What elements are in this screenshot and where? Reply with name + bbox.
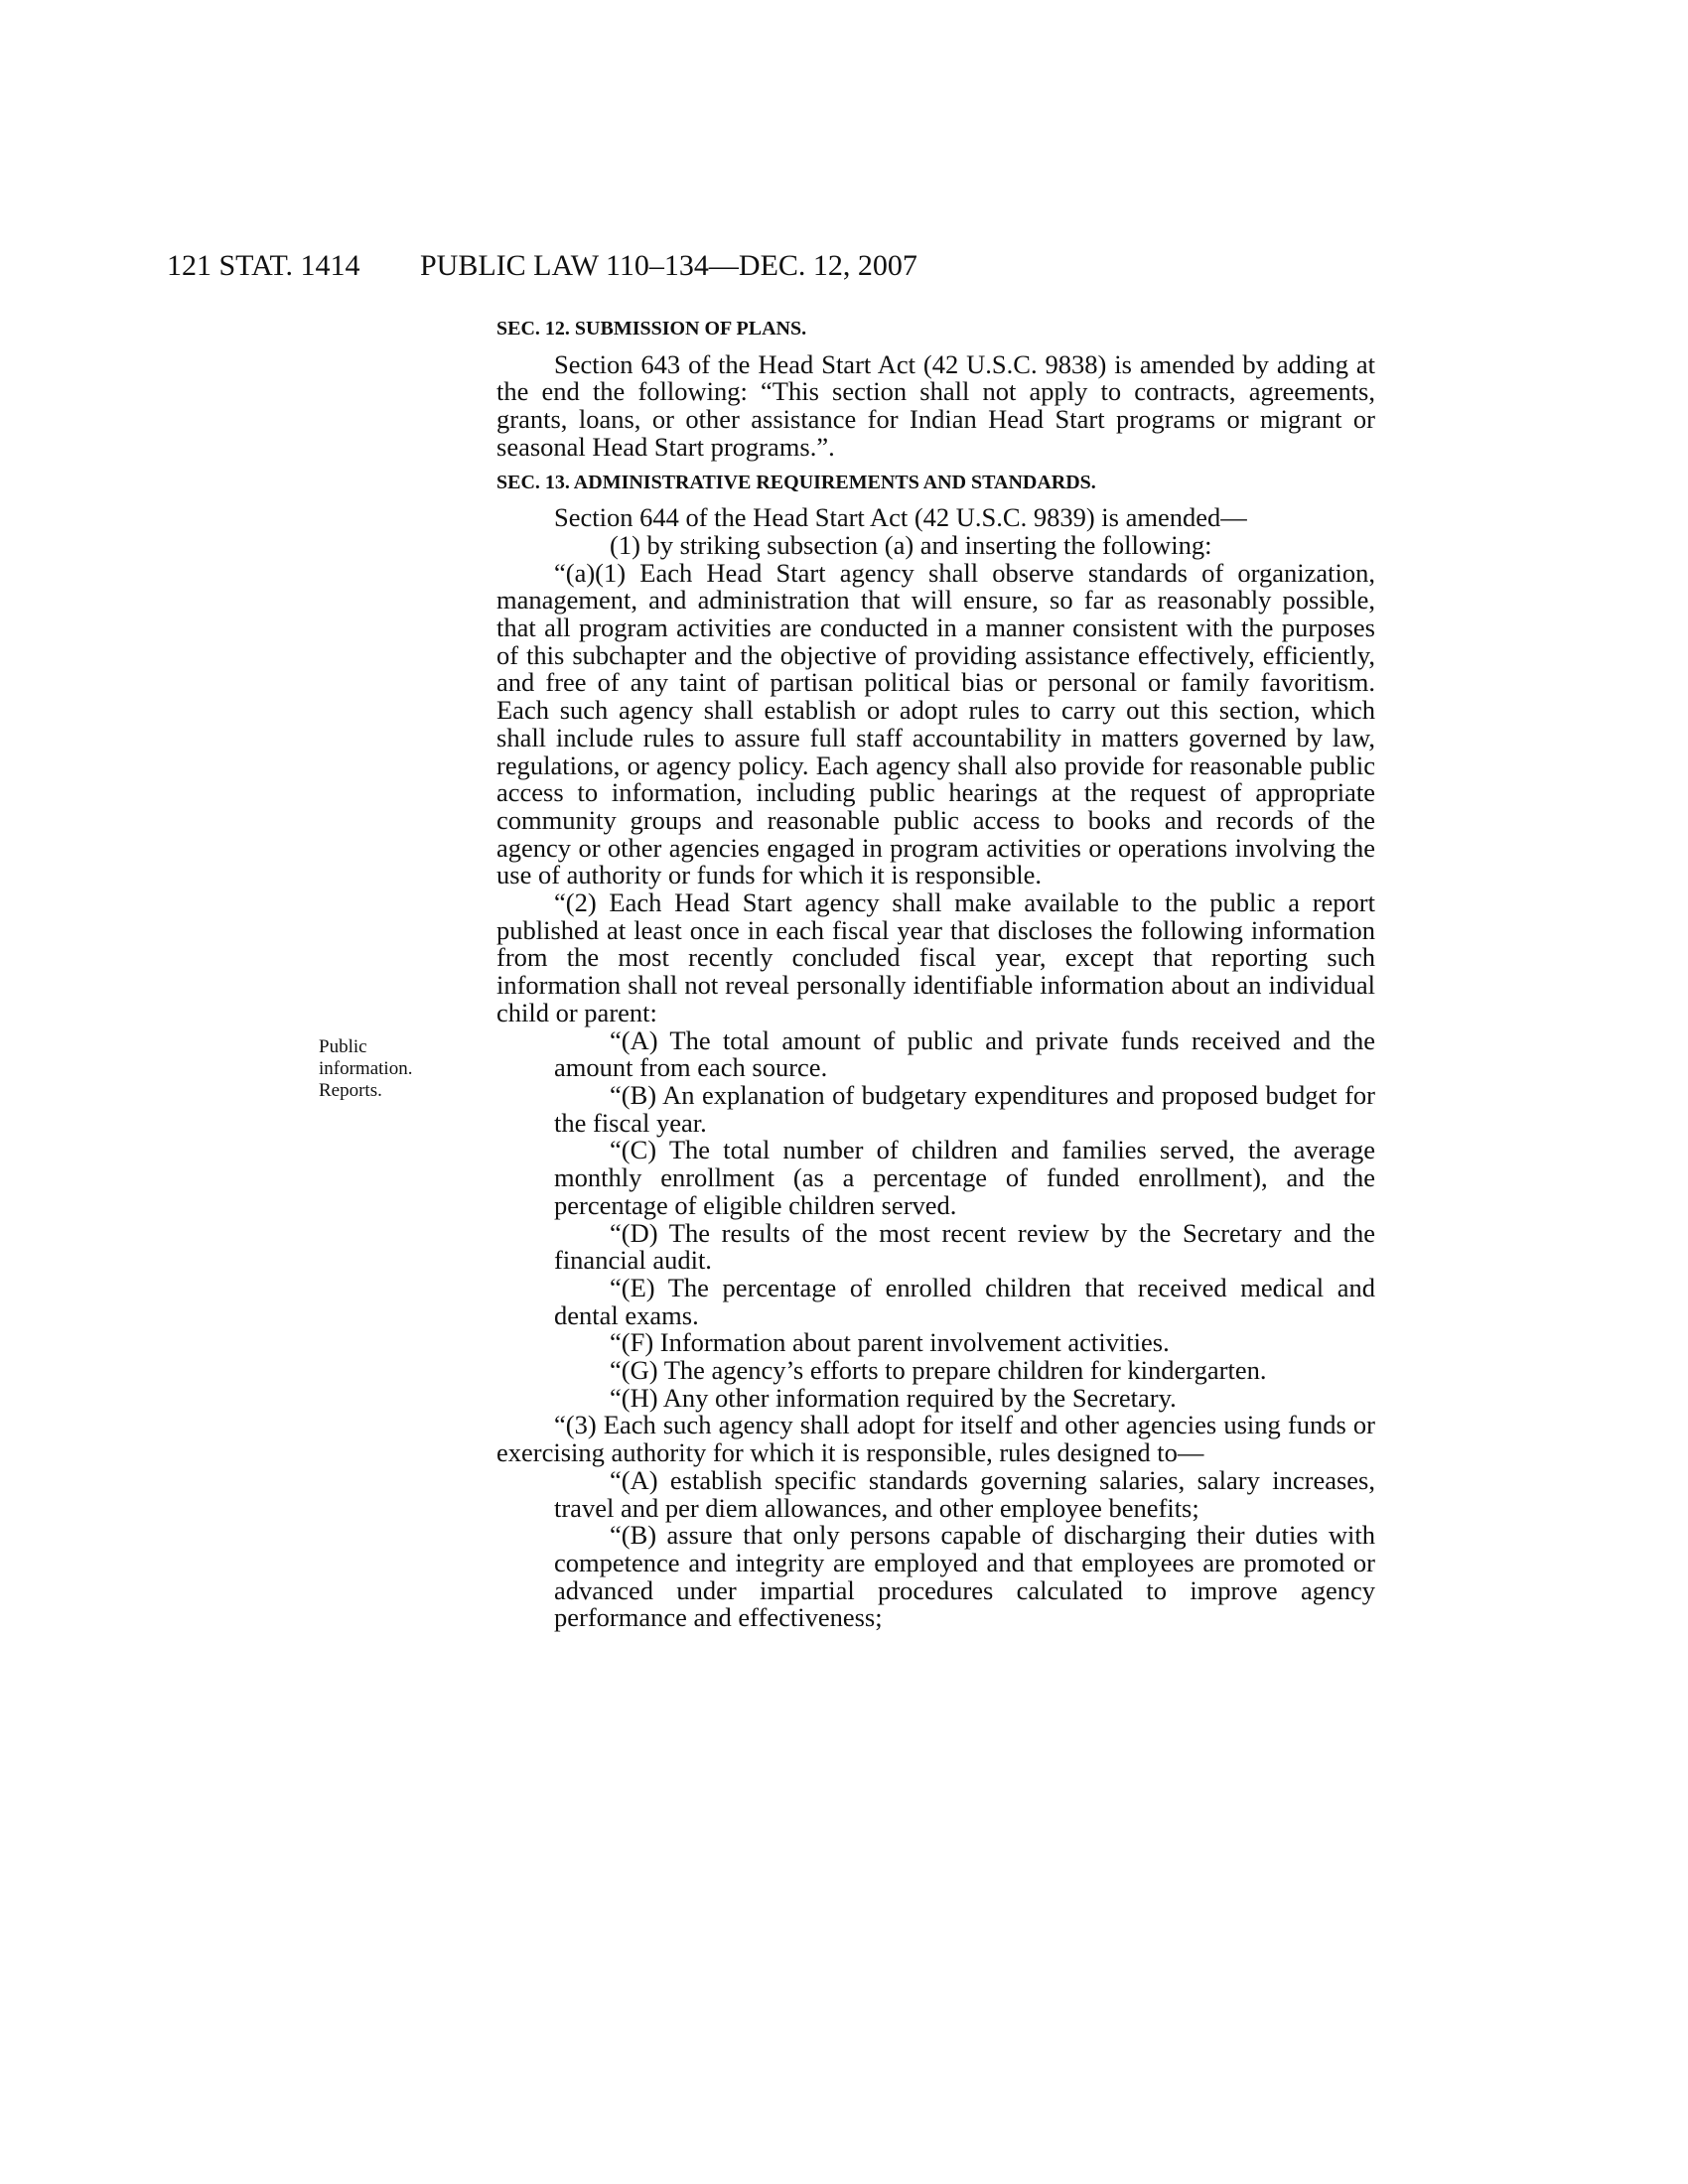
item-a3-A: “(A) establish specific standards governing salaries, salary increases, travel and per diem allowances, and other employee benefits; [554, 1464, 1375, 1523]
section-13-intro: Section 644 of the Head Start Act (42 U.S.C. 9839) is amended— [554, 502, 1247, 533]
section-12-body: Section 643 of the Head Start Act (42 U.S.C. 9838) is amended by adding at the end the following: “This section shall not apply to contracts, agreements, grants, loans, or other assistance for Indian Head Start programs or migrant or seasonal Head Start programs.”. [496, 348, 1375, 462]
item-a2-B: “(B) An explanation of budgetary expenditures and proposed budget for the fiscal year. [554, 1079, 1375, 1138]
paragraph-1: (1) by striking subsection (a) and inserting the following: [610, 529, 1212, 560]
margin-note-line: Reports. [319, 1080, 382, 1101]
item-a2-E: “(E) The percentage of enrolled children that received medical and dental exams. [554, 1272, 1375, 1330]
item-a2-G: “(G) The agency’s efforts to prepare children for kindergarten. [610, 1355, 1267, 1386]
item-a3-B: “(B) assure that only persons capable of discharging their duties with competence and integrity are employed and that employees are promoted or advanced under impartial procedures calculated to improve agency performance and effectiveness; [554, 1520, 1375, 1633]
item-a2-C: “(C) The total number of children and families served, the average monthly enrollment (as a percentage of funded enrollment), and the percentage of eligible children served. [554, 1135, 1375, 1220]
public-law-title: PUBLIC LAW 110–134—DEC. 12, 2007 [420, 249, 917, 282]
item-a2-A: “(A) The total amount of public and private funds received and the amount from each source. [554, 1024, 1375, 1083]
section-13-heading: SEC. 13. ADMINISTRATIVE REQUIREMENTS AND STANDARDS. [496, 471, 1096, 493]
item-a2-H: “(H) Any other information required by the Secretary. [610, 1382, 1177, 1413]
subsection-a2: “(2) Each Head Start agency shall make available to the public a report published at least once in each fiscal year that discloses the following information from the most recently concluded fiscal year, except that reporting such information shall not reveal personally identifiable information about an individual child or parent: [496, 887, 1375, 1027]
item-a2-D: “(D) The results of the most recent review by the Secretary and the financial audit. [554, 1217, 1375, 1276]
margin-note [319, 1036, 468, 1102]
subsection-a3: “(3) Each such agency shall adopt for itself and other agencies using funds or exercising authority for which it is responsible, rules designed to— [496, 1410, 1375, 1468]
running-header [167, 248, 1279, 288]
item-a2-F: “(F) Information about parent involvement activities. [610, 1327, 1170, 1358]
margin-note-line: information. [319, 1058, 413, 1079]
subsection-a1: “(a)(1) Each Head Start agency shall observe standards of organization, management, and administration that will ensure, so far as reasonably possible, that all program activities are conducted in a manner consistent with the purposes of this subchapter and the objective of providing assistance effectively, efficiently, and free of any taint of partisan political bias or personal or family favoritism. Each such agency shall establish or adopt rules to carry out this section, which shall include rules to assure full staff accountability in matters governed by law, regulations, or agency policy. Each agency shall also provide for reasonable public access to information, including public hearings at the request of appropriate community groups and reasonable public access to books and records of the agency or other agencies engaged in program activities or operations involving the use of authority or funds for which it is responsible. [496, 557, 1375, 890]
statute-citation: 121 STAT. 1414 [167, 249, 360, 282]
body-text [496, 316, 1375, 1632]
section-12-heading: SEC. 12. SUBMISSION OF PLANS. [496, 318, 807, 340]
margin-note-line: Public [319, 1036, 367, 1057]
